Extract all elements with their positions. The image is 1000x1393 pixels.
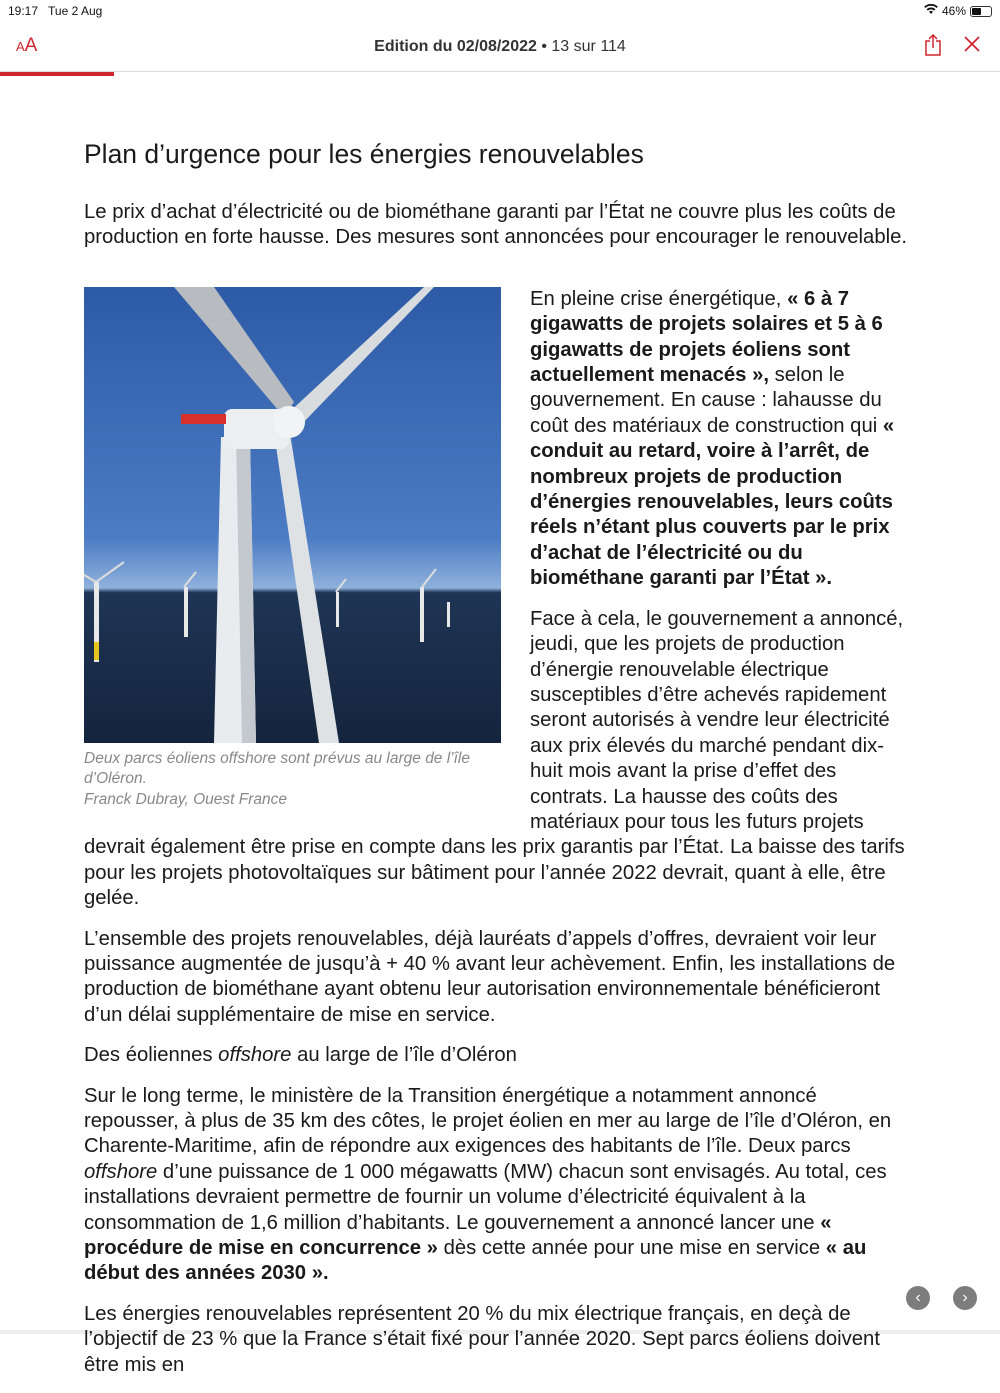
status-date: Tue 2 Aug	[48, 4, 103, 18]
status-bar	[0, 0, 1000, 22]
bold-quote: « au début des années 2030 ».	[84, 1237, 867, 1285]
reader-toolbar	[0, 22, 1000, 72]
text-segment: En pleine crise énergétique,	[530, 287, 788, 310]
wifi-icon	[924, 4, 938, 18]
wind-turbine-photo	[84, 287, 501, 743]
share-icon[interactable]	[924, 34, 942, 61]
text-segment: au large de l’île d’Oléron	[291, 1044, 517, 1067]
article-paragraph	[84, 1302, 912, 1378]
text-segment: dès cette année pour une mise en service	[437, 1237, 826, 1260]
text-segment: Des éoliennes	[84, 1044, 219, 1067]
battery-icon	[970, 6, 992, 17]
edition-title: Edition du 02/08/2022 • 13 sur 114	[374, 37, 626, 55]
article-paragraph	[84, 1043, 912, 1068]
text-segment: L’ensemble des projets renouvelables, déjà lauréats d’appels d’offres, devraient voir leur puissance augmentée de jusqu’à + 40 % avant leur achèvement. Enfin, les installations de production de biométhane ayant obtenu leur autorisation environnementale bénéficieront d’un délai supplémentaire de mise en service.	[84, 927, 896, 1026]
bold-quote: « 6 à 7 gigawatts de projets solaires et 5 à 6 gigawatts de projets éoliens sont actuellement menacés »,	[530, 287, 883, 387]
article-paragraph	[84, 927, 912, 1029]
previous-page-button[interactable]: ‹	[906, 1286, 930, 1310]
italic-text: offshore	[84, 1160, 158, 1183]
article-paragraph	[84, 1084, 912, 1287]
status-time: 19:17	[8, 4, 39, 18]
text-segment: Face à cela, le gouvernement a annoncé, jeudi, que les projets de production d’énergie renouvelable électrique susceptibles d’être achevés rapidement seront autorisés à vendre leur électricité aux prix élevés du marché pendant dix-huit mois avant la prise d’effet des contrats. La hausse des coûts des matériaux pour tous les futurs projets devrait également être prise en compte dans les prix garantis par l’État. La baisse des tarifs pour les projets photovoltaïques sur bâtiment pour l’année 2022 devrait, quant à elle, être gelée.	[84, 607, 905, 910]
article-figure	[84, 287, 501, 811]
text-segment: Sur le long terme, le ministère de la Transition énergétique a notamment annoncé repousser, à plus de 35 km des côtes, le projet éolien en mer au large de l’île d’Oléron, en Charente-Maritime, afin de répondre aux exigences des habitants de l’île. Deux parcs	[84, 1084, 892, 1158]
next-page-button[interactable]: ›	[953, 1286, 977, 1310]
battery-percent: 46%	[941, 4, 966, 18]
bold-quote: « conduit au retard, voire à l’arrêt, de nombreux projets de production d’énergies renouvelables, leurs coûts réels n’étant plus couverts par le prix d’achat de l’électricité ou du biométhane garanti par l’État ».	[530, 414, 895, 590]
article	[84, 138, 912, 1393]
bold-quote: « procédure de mise en concurrence »	[84, 1211, 832, 1260]
photo-caption: Deux parcs éoliens offshore sont prévus au large de l’île d’Oléron. Franck Dubray, Ouest France	[84, 749, 501, 811]
font-size-button[interactable]: AA	[16, 35, 38, 56]
text-segment: selon le gouvernement. En cause : lahausse du coût des matériaux de construction qui	[530, 364, 883, 437]
italic-text: offshore	[218, 1044, 292, 1067]
reading-progress-bar	[0, 72, 114, 76]
text-segment: Les énergies renouvelables représentent 20 % du mix électrique français, en deçà de l’objectif de 23 % que la France s’était fixé pour l’année 2020. Sept parcs éoliens doivent être mis en	[84, 1302, 880, 1376]
page-counter: • 13 sur 114	[536, 37, 626, 55]
article-lead: Le prix d’achat d’électricité ou de biométhane garanti par l’État ne couvre plus les coûts de production en forte hausse. Des mesures sont annoncées pour encourager le renouvelable.	[84, 201, 908, 249]
photo-credit: Franck Dubray, Ouest France	[84, 790, 288, 808]
article-title: Plan d’urgence pour les énergies renouvelables	[84, 139, 644, 169]
close-icon[interactable]	[962, 34, 982, 59]
text-segment: d’une puissance de 1 000 mégawatts (MW) chacun sont envisagés. Au total, ces installations devraient permettre de fournir un volume d’électricité équivalent à la consommation de 1,6 million d’habitants. Le gouvernement a annoncé lancer une	[84, 1160, 887, 1234]
